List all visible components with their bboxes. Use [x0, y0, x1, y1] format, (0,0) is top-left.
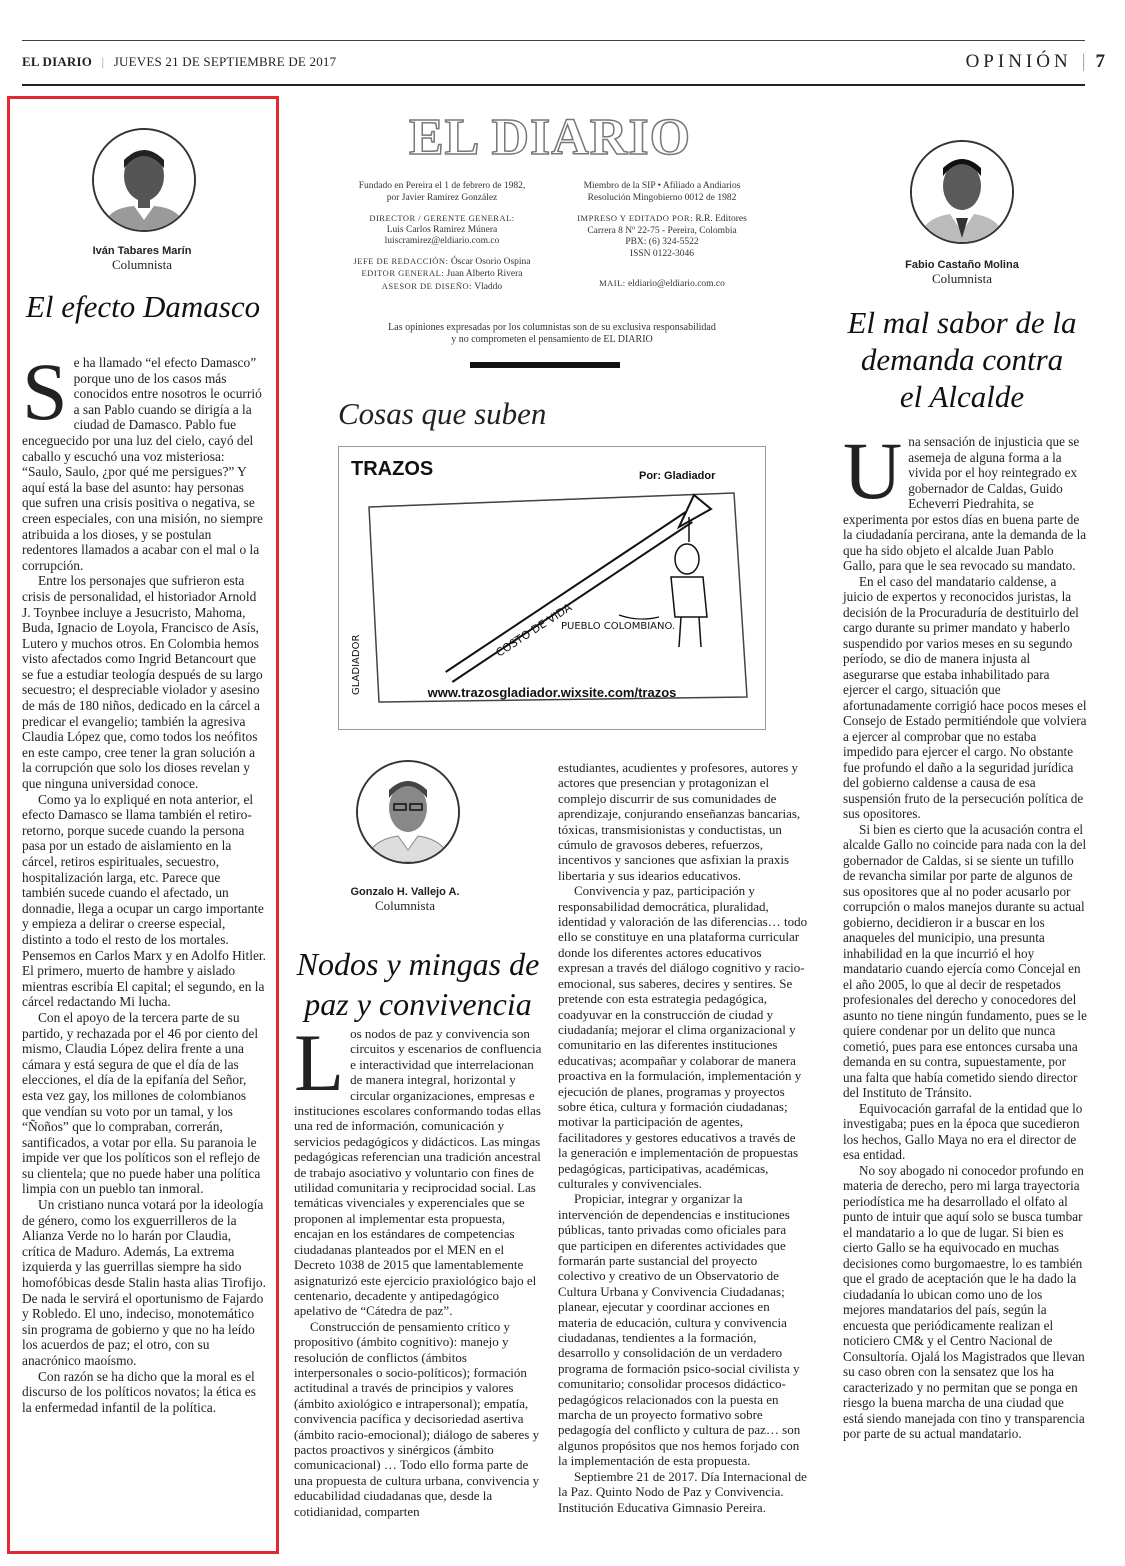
author-name: Fabio Castaño Molina — [905, 259, 1019, 271]
paragraph: Se ha llamado “el efecto Damasco” porque uno de los casos más conocidos entre nosotros le ocurrió a san Pablo cuando se dirigía a la ciudad de Damasco. Pablo fue enceguecido por una luz del cielo, cayó del caballo y escuchó una voz misteriosa: “Saulo, Saulo, ¿por qué me persigues?” Y aquí está la base del asunto: hay personas que sufren una crisis positiva o negativa, se creen especiales, con una misión, no siempre atribuida a los dioses, y se postulan redentores llamados a acabar con el mal o la corrupción. — [22, 346, 263, 573]
disclaimer-line-1: Las opiniones expresadas por los columnistas son de su exclusiva responsabilidad — [388, 322, 716, 333]
editor-value: Juan Alberto Rivera — [446, 269, 523, 279]
editor-label: EDITOR GENERAL: — [361, 268, 445, 278]
paragraph: Equivocación garrafal de la entidad que lo investigaba; pues en la época que sucedieron los hechos, Gallo Maya no era el director de esa entidad. — [843, 1100, 1083, 1162]
drop-cap: S — [22, 346, 68, 437]
paragraph: En el caso del mandatario caldense, a juicio de expertos y reconocidos juristas, la decisión de la Procuraduría de destituirlo del cargo durante su primer mandato y haberlo suspendido por varios meses en su segundo período, se dio de manera injusta al asegurarse que estaba inhabilitado para ejercer el cargo, situación que afortunadamente corrigió hace pocos meses el Consejo de Estado permitiéndole que volviera a ejercer al comprobar que no estaba impedido para ejercer el cargo. No obstante fue profundo el daño a la seguridad jurídica del gobierno caldense a causa de esa suspensión fruto de la persecución política de sus opositores. — [843, 573, 1087, 821]
author-photo-castano — [912, 142, 1012, 242]
author-role: Columnista — [112, 257, 172, 272]
paragraph: Entre los personajes que sufrieron esta crisis de personalidad, el historiador Arnold J. Toynbee incluye a Jesucristo, Mahoma, Buda, Ignacio de Loyola, Francisco de Asís, Lutero y muchos otros. En Colombia hemos visto afectados como Ingrid Betancourt que se fue a estudiar teología después de su largo secuestro; el despreciable violador y asesino de más de 180 niños, dedicado en la cárcel a predicar el evangelio; también la agresiva Claudia López que, como todos los neófitos en este campo, cree tener la gran solución a la corrupción que solo los dioses revelan y que ninguna universidad conoce. — [22, 573, 263, 792]
paragraph: Con razón se ha dicho que la moral es el discurso de los políticos novatos; la ética es la enfermedad infantil de la política. — [22, 1368, 256, 1415]
drop-cap: U — [843, 425, 903, 516]
resolution-line: Resolución Mingobierno 0012 de 1982 — [587, 192, 737, 203]
paragraph: Con el apoyo de la tercera parte de su partido, y rechazada por el 46 por ciento del mismo, Claudia López delira frente a una cámara y está segura de que el día de las elecciones, el día de la epifanía del Señor, esta vez gay, los millones de colombianos que vendían su voto por un tamal, y los “Ñoños” que lo compraban, correrán, santificados, a votar por ella. Su paranoia le impide ver que los políticos son el reflejo de su clientela; que no puede haber una política limpia con un pueblo tan inmoral. — [22, 1009, 261, 1197]
paragraph: Un cristiano nunca votará por la ideología de género, como los exguerrilleros de la Alianza Verde no lo harán por Claudia, crítica de Maduro. Además, La extrema izquierda y las guerrillas siempre ha sido homofóbicas desde Stalin hasta alias Tirofijo. De nada le servirá el oportunismo de Fajardo y Robledo. El uno, indeciso, monotemático sin programa de gobierno y que no ha leído los acuerdos de paz; el otro, con su anacrónico maoísmo. — [22, 1197, 266, 1368]
avatar — [356, 760, 460, 864]
sip-line: Miembro de la SIP • Afiliado a Andiarios — [583, 181, 741, 191]
avatar — [92, 128, 196, 232]
founder-line: por Javier Ramírez González — [386, 192, 498, 203]
cartoon-byline: Por: Gladiador — [639, 470, 716, 482]
paragraph: Los nodos de paz y convivencia son circuitos y escenarios de confluencia e interactividad que interrelacionan de manera integral, horizontal y circular organizaciones, empresas e instituciones escolares conformando todas ellas una red de información, comunicación y servicios pedagógicos y didácticos. Las mingas pedagógicas referencian una tradición ancestral de trabajo asociativo y voluntario con fines de utilidad comunitaria y reciprocidad social. Las temáticas vivenciales y experenciales que se proponen al implementar esta propuesta, encajan en los estándares de competencias ciudadanas planteados por el MEN en el Decreto 1038 de 2015 que lamentablemente asignaturizó este ejercicio praxiológico bajo el centenario, decadente y antipedagógico apelativo de “Cátedra de paz”. — [294, 1017, 542, 1319]
cartoon-series: TRAZOS — [351, 458, 434, 480]
paragraph: Convivencia y paz, participación y responsabilidad democrática, pluralidad, identidad y valoración de las diferencias… todo ello se constituye en una plataforma curricular donde los diferentes actores educativos expresan a través del diálogo cognitivo y racio-emocional, sus saberes, decires y sentires. Se pretende con esta estrategia pedagógica, coadyuvar en la construcción de ciudad y ciudadanía; mejorar el clima organizacional y comunitario en las diferentes instituciones educativas; acompañar y colaborar de manera proactiva en la formulación, implementación y ejecución de planes, programas y proyectos sobre ética, cultura y formación ciudadanas; motivar la participación de agentes, facilitadores y gestores educativos a través de la generación e implementación de propuestas pedagógicas, participativas, académicas, culturales y convivenciales. — [558, 883, 808, 1191]
header-paper-name: EL DIARIO — [22, 54, 93, 69]
paragraph: No soy abogado ni conocedor profundo en materia de derecho, pero mi larga trayectoria periodística me ha desarrollado el olfato al punto de intuir que aquí solo se busca tumbar el mandatario a lo que de lugar. Si bien es cierto Gallo se ha equivocado en muchas decisiones como burgomaestre, lo es también que el grado de aceptación que le ha dado la ciudadanía lo ubican como uno de los mejores mandatarios del país, según la encuesta que periódicamente realizan el noticiero CM& y el Centro Nacional de Consultoría. Ojalá los Magistrados que llevan su caso obren con la sensatez que los ha caracterizado y no permitan que se ponga en riesgo la buena marcha de una ciudad que está siendo manejada con tino y transparencia por parte de su actual mandatario. — [843, 1162, 1085, 1441]
paragraph: Septiembre 21 de 2017. Día Internacional de la Paz. Quinto Nodo de Paz y Convivencia. Institución Educativa Gimnasio Pereira. — [558, 1468, 807, 1515]
header-section: OPINIÓN | 7 — [965, 51, 1105, 72]
printed-value: R.R. Editores — [695, 214, 747, 224]
article-title: El efecto Damasco — [25, 289, 261, 324]
header-date: JUEVES 21 DE SEPTIEMBRE DE 2017 — [113, 54, 337, 69]
paragraph: Construcción de pensamiento crítico y propositivo (ámbito cognitivo): manejo y resolución de conflictos (ámbitos interpersonales o socio-políticos); formación actitudinal a través de principios y valores (ámbito axiológico e intrapersonal); empatía, convivencia pacífica y decisoriedad asertiva (ámbito racio-emocional); diálogo de saberes y pactos proactivos y sinérgicos (ámbito comunicacional) … Todo ello forma parte de una propuesta de cultura urbana, convivencia y educabilidad ciudadanas que, desde la cotidianidad, comparten — [294, 1318, 540, 1519]
issn-line: ISSN 0122-3046 — [629, 248, 695, 259]
paragraph: Propiciar, integrar y organizar la intervención de dependencias e instituciones públicas, tanto privadas como oficiales para que participen en diferentes actividades que formarán parte sustancial del proyecto colectivo y creativo de un Observatorio de Cultura Urbana y Convivencia Ciudadanas; planear, ejecutar y coordinar acciones en materia de educación, cultura y convivencia ciudadanas, tendientes a la formación, desarrollo y consolidación de un verdadero programa de formación psico-social civilista y comunitario; consolidar procesos didáctico-pedagógicos relacionados con la puesta en marcha de un proyecto formativo sobre pedagogía del conflicto y cultura de paz… son algunos propósitos que nos hemos forjado con la implementación de esta propuesta. — [558, 1191, 801, 1469]
article-body — [294, 1017, 542, 1519]
address-line: Carrera 8 Nº 22-75 - Pereira, Colombia — [587, 225, 737, 236]
director-email: luiscramirez@eldiario.com.co — [384, 236, 500, 246]
author-name: Iván Tabares Marín — [92, 245, 192, 257]
page-number: 7 — [1095, 51, 1105, 72]
top-rule — [22, 40, 1085, 41]
paragraph: Como ya lo expliqué en nota anterior, el efecto Damasco se llama también el retiro-retorno, porque sucede cuando la persona pasa por un estado de aislamiento en la cárcel, retiros espirituales, secuestro, hospitalización larga, etc. Parece que también sucede cuando el afectado, un donnadie, llega a ocupar un cargo importante y empieza a delirar o creerse especial, distinto a todo el resto de los mortales. Pensemos en Carlos Marx y en Adolfo Hitler. El primero, muerto de hambre y aislado mientras escribía El capital; el segundo, en la cárcel redactando Mi lucha. — [22, 791, 266, 1010]
drop-cap: L — [294, 1017, 345, 1108]
author-name: Gonzalo H. Vallejo A. — [350, 886, 460, 898]
paragraph: estudiantes, acudientes y profesores, autores y actores que presencian y protagonizan el complejo discurrir de sus comunidades de aprendizaje, conjurando enseñanzas bancarias, tóxicas, transmisionistas y conductistas, un cúmulo de gravosos deberes, refuerzos, incentivos y sanciones que asfixian la praxis libertaria y sus idearios educativos. — [558, 760, 801, 883]
title-line-3: el Alcalde — [899, 379, 1025, 414]
disclaimer-line-2: y no comprometen el pensamiento de EL DIARIO — [451, 333, 653, 345]
cartoon-frame — [338, 446, 766, 730]
asesor-label: ASESOR DE DISEÑO: — [381, 280, 472, 291]
article-title — [834, 304, 1090, 415]
printed-label: IMPRESO Y EDITADO POR: — [577, 213, 693, 223]
author-role: Columnista — [375, 898, 435, 913]
mail-value[interactable]: eldiario@eldiario.com.co — [628, 279, 725, 289]
founded-line: Fundado en Pereira el 1 de febrero de 1982, — [358, 181, 526, 191]
director-name: Luis Carlos Ramírez Múnera — [386, 224, 498, 235]
figure-label: PUEBLO COLOMBIANO. — [561, 621, 676, 632]
masthead-left-info — [340, 181, 544, 293]
director-label: DIRECTOR / GERENTE GENERAL: — [369, 213, 515, 223]
author-role: Columnista — [932, 271, 992, 286]
header-dateline: EL DIARIO | JUEVES 21 DE SEPTIEMBRE DE 2017 — [22, 54, 337, 69]
cartoon-drawing — [339, 447, 765, 729]
paragraph: Una sensación de injusticia que se asemeja de alguna forma a la vivida por el hoy reintegrado ex gobernador de Caldas, Guido Echeverri Piedrahita, se experimenta por estos días en buena parte de la ciudadanía percirana, ante la demanda de la que ha sido objeto el alcalde Juan Pablo Gallo, para que le sea revocado su mandato. — [843, 425, 1087, 573]
cartoon-url: www.trazosgladiador.wixsite.com/trazos — [427, 685, 677, 700]
jefe-value: Óscar Osorio Ospina — [450, 256, 531, 267]
avatar — [910, 140, 1014, 244]
article-body — [843, 425, 1087, 1442]
title-line-2: demanda contra — [860, 342, 1064, 377]
pbx-line: PBX: (6) 324-5522 — [625, 237, 699, 247]
article-body-continued — [558, 760, 808, 1515]
disclaimer — [340, 322, 764, 345]
arrow-label: COSTO DE VIDA — [493, 600, 575, 660]
author-photo-vallejo — [358, 762, 458, 862]
title-line-1: Nodos y mingas de — [296, 946, 540, 982]
cartoon-signature: GLADIADOR — [351, 634, 362, 695]
title-line-1: El mal sabor de la — [847, 305, 1077, 340]
masthead-logo: EL DIARIO — [408, 109, 692, 166]
paragraph: Si bien es cierto que la acusación contra el alcalde Gallo no coincide para nada con la del gobernador de Caldas, si se siente un tufillo de revancha similar por parte de algunos de sus opositores que al no poder acusarlo por corrupción o malos manejos durante su actual gobierno, decidieron ir a buscar en los anaqueles del municipio, una presunta inhabilidad en la que incurrió el hoy mandatario cuando ejercía como Concejal en el año 2005, lo que al decir de respetados profesionales del derecho y conocedores del asunto no tiene ningún fundamento, pues se le quiere condenar por un delito que nunca cometió, pues para ese entonces cursaba una demanda en su contra, supuestamente, por una falta que había cometido siendo director del Instituto de Tránsito. — [843, 821, 1087, 1100]
section-name: OPINIÓN — [965, 51, 1072, 72]
article-title — [290, 944, 546, 1024]
header-rule — [22, 84, 1085, 86]
masthead-divider — [470, 362, 620, 368]
article-body — [22, 346, 266, 1415]
title-line-2: paz y convivencia — [304, 986, 532, 1022]
author-byline — [862, 258, 1062, 286]
author-byline — [40, 244, 244, 272]
masthead-right-info — [560, 181, 764, 291]
cartoon-section-title: Cosas que suben — [338, 396, 547, 431]
mail-label: MAIL: — [599, 278, 626, 288]
author-byline — [320, 885, 490, 913]
jefe-label: JEFE DE REDACCIÓN: — [353, 255, 449, 266]
author-photo-tabares — [94, 130, 194, 230]
asesor-value: Vladdo — [474, 281, 503, 292]
